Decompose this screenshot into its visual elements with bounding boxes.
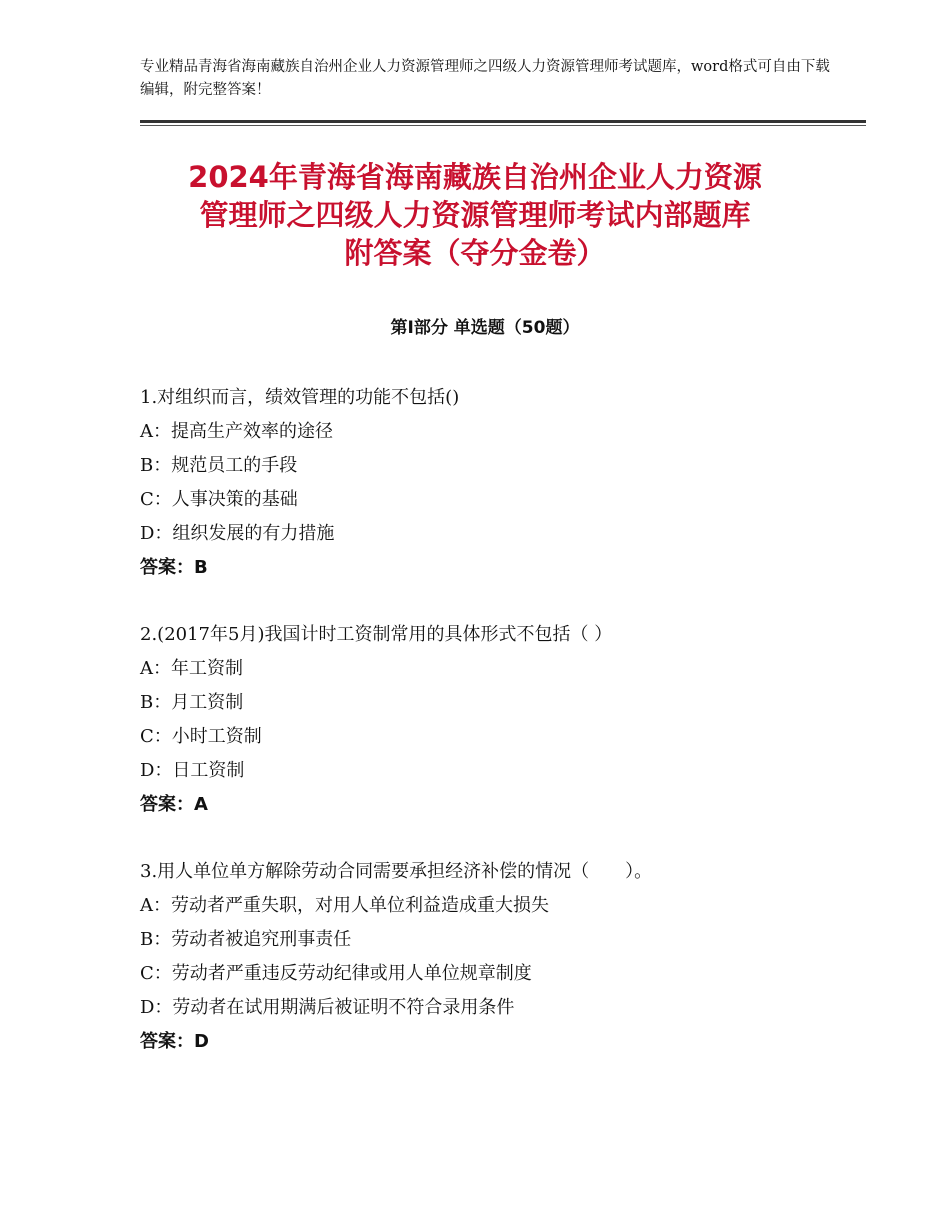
option-c: C：小时工资制 [140, 726, 262, 747]
option-d: D：日工资制 [140, 760, 245, 781]
header-rule-thin [140, 125, 866, 126]
option-a: A：劳动者严重失职，对用人单位利益造成重大损失 [140, 895, 549, 916]
title-line-3: 附答案（夺分金卷） [344, 236, 606, 270]
option-d: D：劳动者在试用期满后被证明不符合录用条件 [140, 997, 515, 1018]
option-a: A：提高生产效率的途径 [140, 421, 333, 442]
answer: 答案：D [140, 1031, 209, 1052]
title-line-2: 管理师之四级人力资源管理师考试内部题库 [199, 198, 751, 232]
header-note: 专业精品青海省海南藏族自治州企业人力资源管理师之四级人力资源管理师考试题库，word格式可自由下载编辑，附完整答案！ [140, 59, 830, 98]
answer: 答案：A [140, 794, 208, 815]
option-a: A：年工资制 [140, 658, 243, 679]
question-3 [140, 855, 840, 1059]
section-title: 第Ⅰ部分 单选题（50题） [390, 318, 580, 338]
question-list [140, 381, 840, 1092]
option-b: B：规范员工的手段 [140, 455, 298, 476]
title-line-1: 2024年青海省海南藏族自治州企业人力资源 [188, 160, 762, 194]
answer: 答案：B [140, 557, 208, 578]
option-d: D：组织发展的有力措施 [140, 523, 335, 544]
option-b: B：劳动者被追究刑事责任 [140, 929, 352, 950]
question-2 [140, 618, 840, 822]
option-c: C：人事决策的基础 [140, 489, 298, 510]
question-stem: 2.(2017年5月)我国计时工资制常用的具体形式不包括（ ） [140, 624, 613, 645]
header-rule-thick [140, 120, 866, 123]
question-1 [140, 381, 840, 585]
question-stem: 3.用人单位单方解除劳动合同需要承担经济补偿的情况（ ）。 [140, 861, 653, 882]
option-b: B：月工资制 [140, 692, 244, 713]
question-stem: 1.对组织而言，绩效管理的功能不包括() [140, 387, 460, 408]
option-c: C：劳动者严重违反劳动纪律或用人单位规章制度 [140, 963, 532, 984]
document-title [100, 158, 850, 272]
